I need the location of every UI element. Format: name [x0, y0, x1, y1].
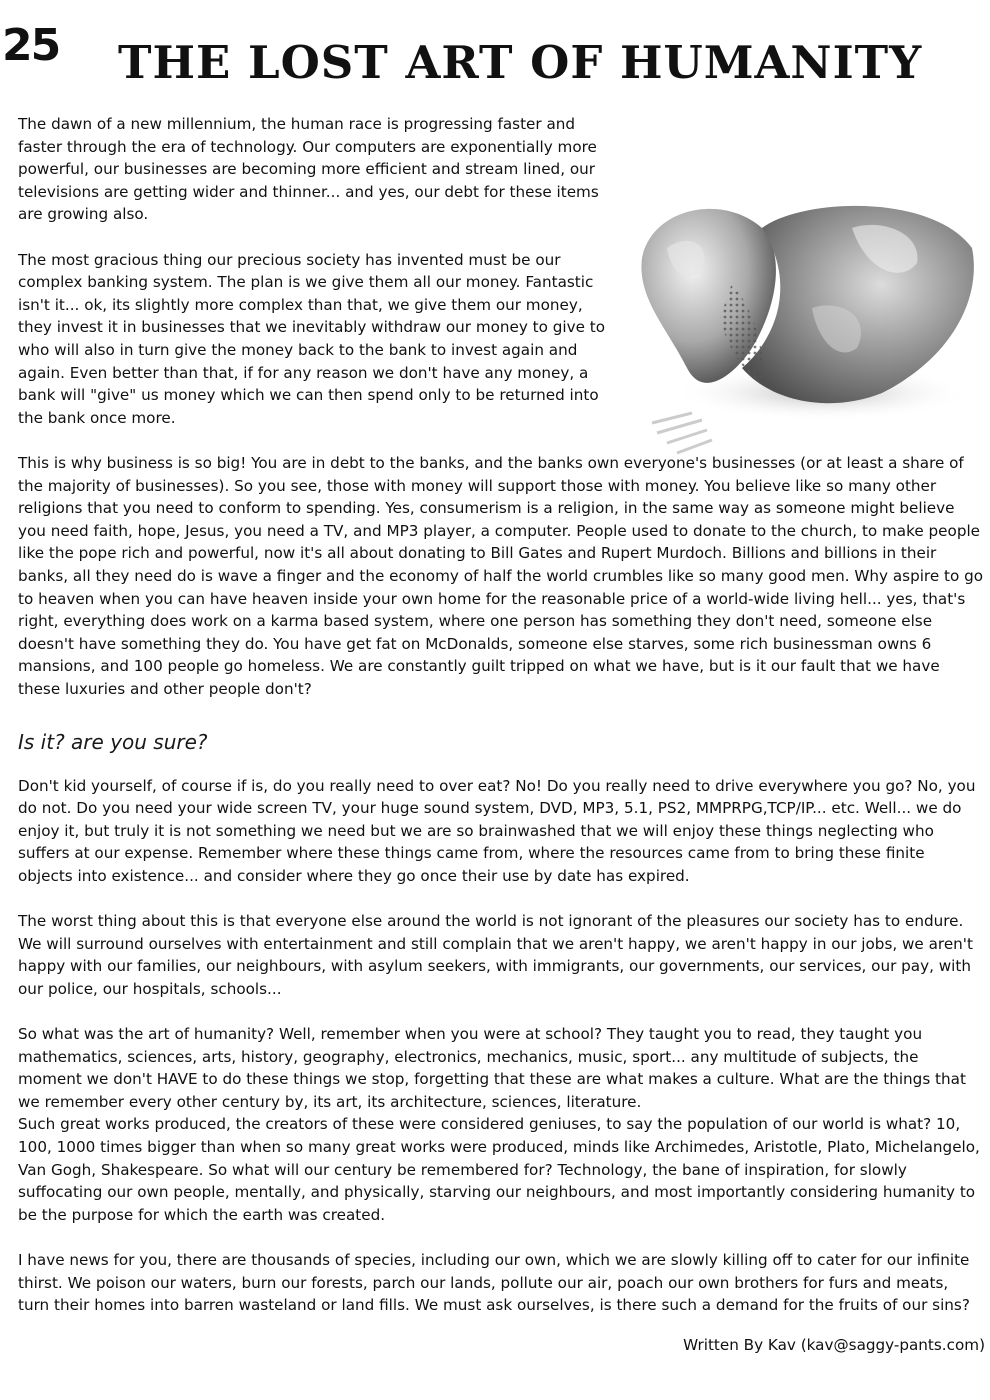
earth-globe-heart-icon — [632, 188, 982, 468]
paragraph: So what was the art of humanity? Well, remember when you were at school? They taught you to read, they taught you mathematics, sciences, arts, history, geography, electronics, mechanics, music, sport... any multitude of subjects, the moment we don't HAVE to do these things we stop, forgetting that these are what makes a culture. What are the things that we remember every other century by, its art, its architecture, sciences, literature. — [18, 1025, 966, 1111]
paragraph: The dawn of a new millennium, the human race is progressing faster and faster through the era of technology. Our computers are exponentially more powerful, our businesses are becoming more efficient and stream lined, our televisions are getting wider and thinner... and yes, our debt for these items are growing also. — [18, 115, 599, 224]
page-number: 25 — [2, 20, 60, 71]
page-title: THE LOST ART OF HUMANITY — [118, 36, 923, 89]
paragraph: The most gracious thing our precious society has invented must be our complex banking system. The plan is we give them all our money. Fantastic isn't it... ok, its slightly more complex than that, we give them our money, they invest it in businesses that we inevitably withdraw our money to give to who will also in turn give the money back to the bank to invest again and again. Even better than that, if for any reason we don't have any money, a bank will "give" us money which we can then spend only to be returned into the bank once more. — [18, 250, 606, 427]
intro-column — [18, 113, 618, 429]
pull-question: Is it? are you sure? — [18, 729, 208, 754]
byline: Written By Kav (kav@saggy-pants.com) — [683, 1336, 985, 1354]
main-column — [18, 452, 984, 1317]
paragraph: This is why business is so big! You are in debt to the banks, and the banks own everyone's businesses (or at least a share of the majority of businesses). So you see, those with money will support those with money. You believe like so many other religions that you need to conform to spending. Yes, consumerism is a religion, in the same way as someone might believe you need faith, hope, Jesus, you need a TV, and MP3 player, a computer. People used to donate to the church, to make people like the pope rich and powerful, now it's all about donating to Bill Gates and Rupert Murdoch. Billions and billions in their banks, all they need do is wave a finger and the economy of half the world crumbles like so many good men. Why aspire to go to heaven when you can have heaven inside your own home for the reasonable price of a world-wide living hell... yes, that's right, everything does work on a karma based system, where one person has something they don't need, someone else doesn't have something they do. You have get fat on McDonalds, someone else starves, some rich businessman owns 6 mansions, and 100 people go homeless. We are constantly guilt tripped on what we have, but is it our fault that we have these luxuries and other people don't? — [18, 454, 984, 698]
paragraph: I have news for you, there are thousands of species, including our own, which we are slowly killing off to cater for our infinite thirst. We poison our waters, burn our forests, parch our lands, pollute our air, poach our own brothers for furs and meats, turn their homes into barren wasteland or land fills. We must ask ourselves, is there such a demand for the fruits of our sins? — [18, 1251, 970, 1315]
paragraph: The worst thing about this is that everyone else around the world is not ignorant of the pleasures our society has to endure. We will surround ourselves with entertainment and still complain that we aren't happy, we aren't happy in our jobs, we aren't happy with our families, our neighbours, with asylum seekers, with immigrants, our governments, our services, our pay, with our police, our hospitals, schools... — [18, 912, 973, 998]
paragraph: Such great works produced, the creators of these were considered geniuses, to say the population of our world is what? 10, 100, 1000 times bigger than when so many great works were produced, minds like Archimedes, Aristotle, Plato, Michelangelo, Van Gogh, Shakespeare. So what will our century be remembered for? Technology, the bane of inspiration, for slowly suffocating our own people, mentally, and physically, starving our neighbours, and most importantly considering humanity to be the purpose for which the earth was created. — [18, 1115, 980, 1224]
paragraph: Don't kid yourself, of course if is, do you really need to over eat? No! Do you really need to drive everywhere you go? No, you do not. Do you need your wide screen TV, your huge sound system, DVD, MP3, 5.1, PS2, MMPRPG,TCP/IP... etc. Well... we do enjoy it, but truly it is not something we need but we are so brainwashed that we will enjoy these things neglecting who suffers at our expense. Remember where these things came from, where the resources came from to bring these finite objects into existence... and consider where they go once their use by date has expired. — [18, 776, 976, 885]
